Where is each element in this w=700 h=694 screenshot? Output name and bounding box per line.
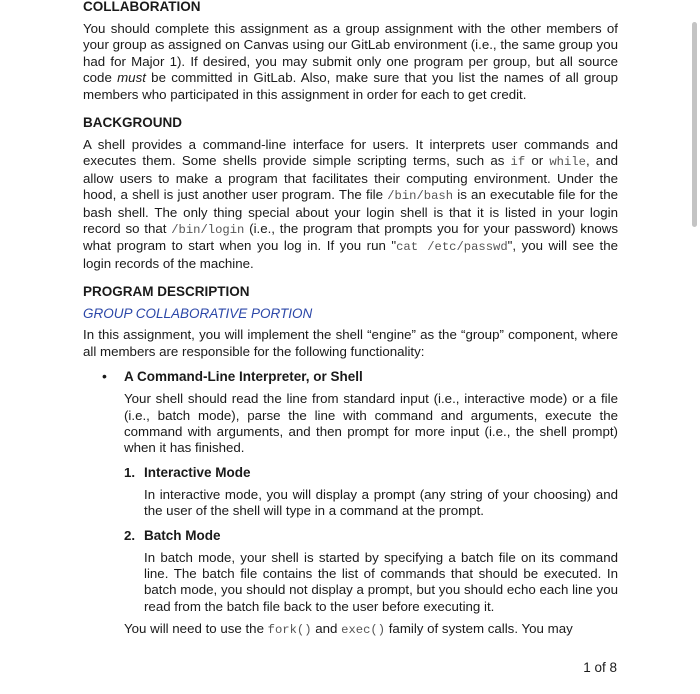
group-portion-subheading: GROUP COLLABORATIVE PORTION xyxy=(83,306,313,322)
batch-mode-paragraph: In batch mode, your shell is started by specifying a batch file on its command line. The batch file contains the list of commands that should be executed. In batch mode, you should not display a prompt, but you should echo each line you read from the batch file back to the user before executing it. xyxy=(144,549,618,614)
numbered-item-interactive xyxy=(124,464,618,481)
page-number: 1 of 8 xyxy=(583,660,617,675)
bullet-paragraph: Your shell should read the line from standard input (i.e., interactive mode) or a file (i.e., batch mode), parse the line with command and arguments, execute the command with arguments, and then prompt for more input (i.e., the shell prompt) when it has finished. xyxy=(124,391,618,456)
interactive-mode-paragraph: In interactive mode, you will display a prompt (any string of your choosing) and the user of the shell will type in a command at the prompt. xyxy=(144,486,618,519)
item-title: Batch Mode xyxy=(144,527,221,543)
item-number: 2. xyxy=(124,527,136,543)
item-title: Interactive Mode xyxy=(144,464,251,480)
numbered-item-batch xyxy=(124,527,618,544)
collaboration-paragraph: You should complete this assignment as a group assignment with the other members of your group as assigned on Canvas using our GitLab environment (i.e., the same group you had for Major 1). If desired, you may submit only one program per group, but all source code must be committed in GitLab. Also, make sure that you list the names of all group members who participated in this assignment in order for each to get credit. xyxy=(83,21,618,102)
background-heading: BACKGROUND xyxy=(83,115,182,131)
bullet-icon: • xyxy=(102,368,107,385)
page-content xyxy=(83,0,618,639)
program-description-heading: PROGRAM DESCRIPTION xyxy=(83,284,250,300)
background-paragraph: A shell provides a command-line interface for users. It interprets user commands and executes them. Some shells provide simple scripting terms, such as if or while, and allow users to make a program that facilitates their computing environment. Under the hood, a shell is just another user program. The file /bin/bash is an executable file for the bash shell. The only thing special about your login shell is that it is listed in your login record so that /bin/login (i.e., the program that prompts you for your password) knows what program to start when you log in. If you run "cat /etc/passwd", you will see the login records of the machine. xyxy=(83,137,618,271)
program-intro-paragraph: In this assignment, you will implement the shell “engine” as the “group” component, where all members are responsible for the following functionality: xyxy=(83,327,618,359)
fork-exec-paragraph: You will need to use the fork() and exec() family of system calls. You may xyxy=(124,621,573,638)
bullet-title: A Command-Line Interpreter, or Shell xyxy=(124,369,363,385)
scrollbar-thumb[interactable] xyxy=(692,22,697,227)
bullet-item xyxy=(83,368,618,385)
item-number: 1. xyxy=(124,464,136,480)
collaboration-heading: COLLABORATION xyxy=(83,0,201,14)
